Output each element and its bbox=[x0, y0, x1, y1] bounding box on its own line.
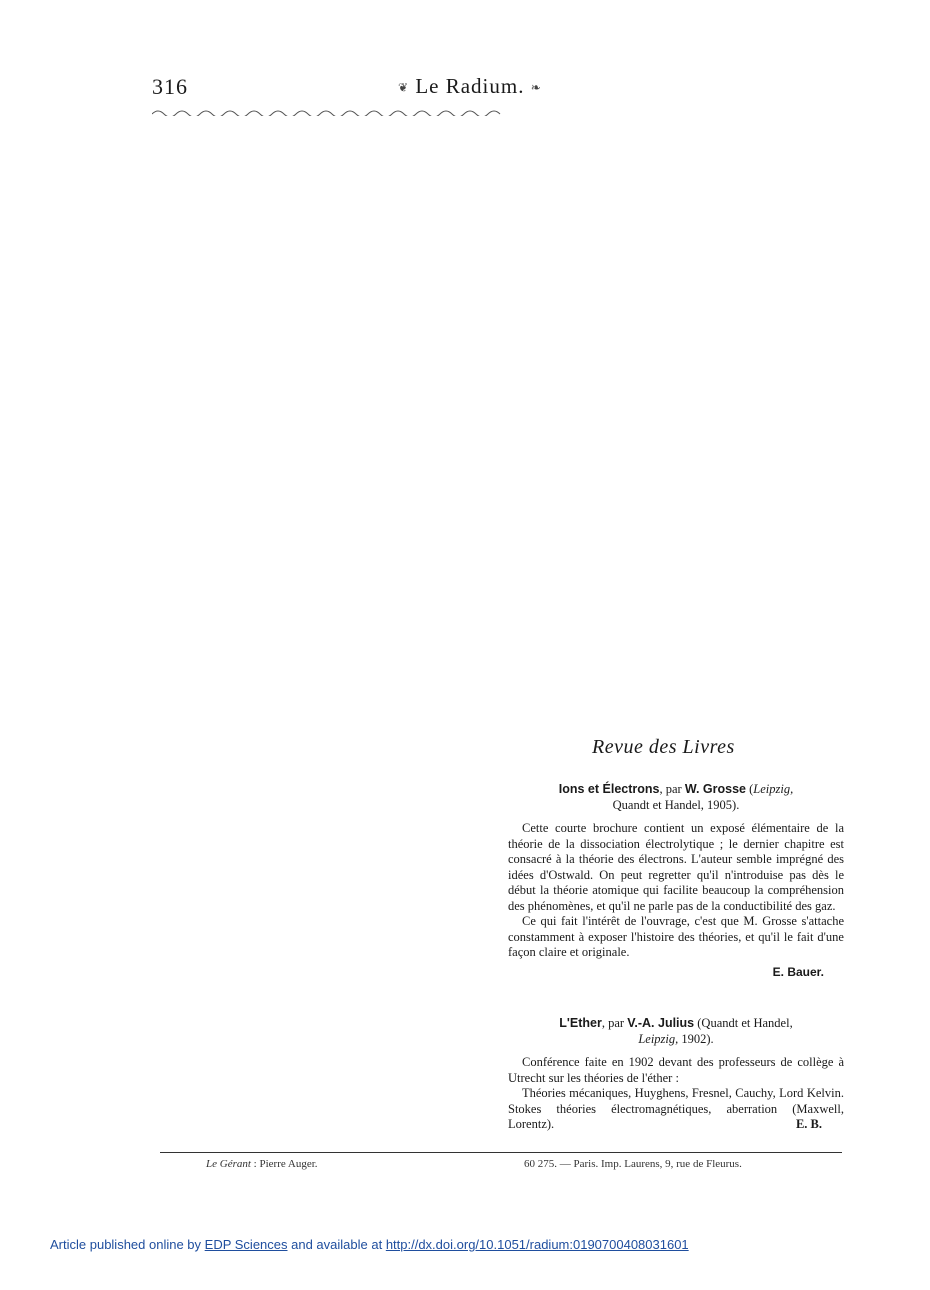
review-paragraph: Théories mécaniques, Huyghens, Fresnel, Cauchy, Lord Kelvin. Stokes théories électromagnétiques, aberration (Maxwell, Lorentz). E. B. bbox=[508, 1086, 844, 1131]
pub-place: Leipzig, bbox=[753, 782, 794, 796]
page-number: 316 bbox=[152, 74, 188, 99]
pub-place: Leipzig, bbox=[638, 1031, 679, 1046]
section-title: Revue des Livres bbox=[592, 736, 735, 758]
book-title: L'Ether bbox=[559, 1016, 602, 1030]
review-heading: Ions et Électrons, par W. Grosse (Leipzig, Quandt et Handel, 1905). bbox=[558, 782, 794, 812]
review-ions-electrons bbox=[508, 782, 844, 980]
ornament-right-icon: ❧ bbox=[530, 80, 542, 95]
decorative-rule-icon bbox=[152, 108, 502, 116]
book-author: W. Grosse bbox=[684, 782, 746, 796]
publisher-line: Article published online by EDP Sciences and available at http://dx.doi.org/10.1051/radium:0190700408031601 bbox=[50, 1237, 689, 1252]
footer-rule bbox=[160, 1152, 842, 1153]
pub-details: 1902). bbox=[681, 1031, 714, 1046]
review-signature: E. Bauer. bbox=[772, 964, 824, 979]
journal-title: Le Radium. bbox=[415, 74, 525, 98]
review-paragraph: Conférence faite en 1902 devant des professeurs de collège à Utrecht sur les théories de l'éther : bbox=[508, 1055, 844, 1085]
review-ether bbox=[508, 1016, 844, 1133]
footer-gerant: Le Gérant : Pierre Auger. bbox=[206, 1158, 318, 1170]
publisher-link[interactable]: EDP Sciences bbox=[204, 1237, 288, 1252]
pub-details: Quandt et Handel, 1905). bbox=[612, 797, 740, 812]
review-heading: L'Ether, par V.-A. Julius (Quandt et Handel, Leipzig, 1902). bbox=[559, 1016, 793, 1046]
ornament-left-icon: ❦ bbox=[398, 80, 410, 95]
review-signature: E. B. bbox=[795, 1117, 822, 1131]
review-paragraph: Cette courte brochure contient un exposé élémentaire de la théorie de la dissociation électrolytique ; le dernier chapitre est consacré à la théorie des électrons. L'auteur semble imprégné des idées d'Ostwald. On peut regretter qu'il n'introduise pas dès le début la théorie atomique qui facilite beaucoup la compréhension des phénomènes, et qu'il ne parle pas de la conductibilité des gaz. bbox=[508, 821, 844, 913]
footer-printer: 60 275. — Paris. Imp. Laurens, 9, rue de Fleurus. bbox=[524, 1158, 742, 1170]
book-author: V.-A. Julius bbox=[627, 1016, 695, 1030]
review-paragraph: Ce qui fait l'intérêt de l'ouvrage, c'est que M. Grosse s'attache constamment à exposer l'histoire des théories, et qu'il le fait d'une façon claire et originale. bbox=[508, 914, 844, 959]
doi-link[interactable]: http://dx.doi.org/10.1051/radium:0190700408031601 bbox=[385, 1237, 689, 1252]
book-title: Ions et Électrons bbox=[558, 782, 660, 796]
running-title bbox=[398, 74, 542, 99]
